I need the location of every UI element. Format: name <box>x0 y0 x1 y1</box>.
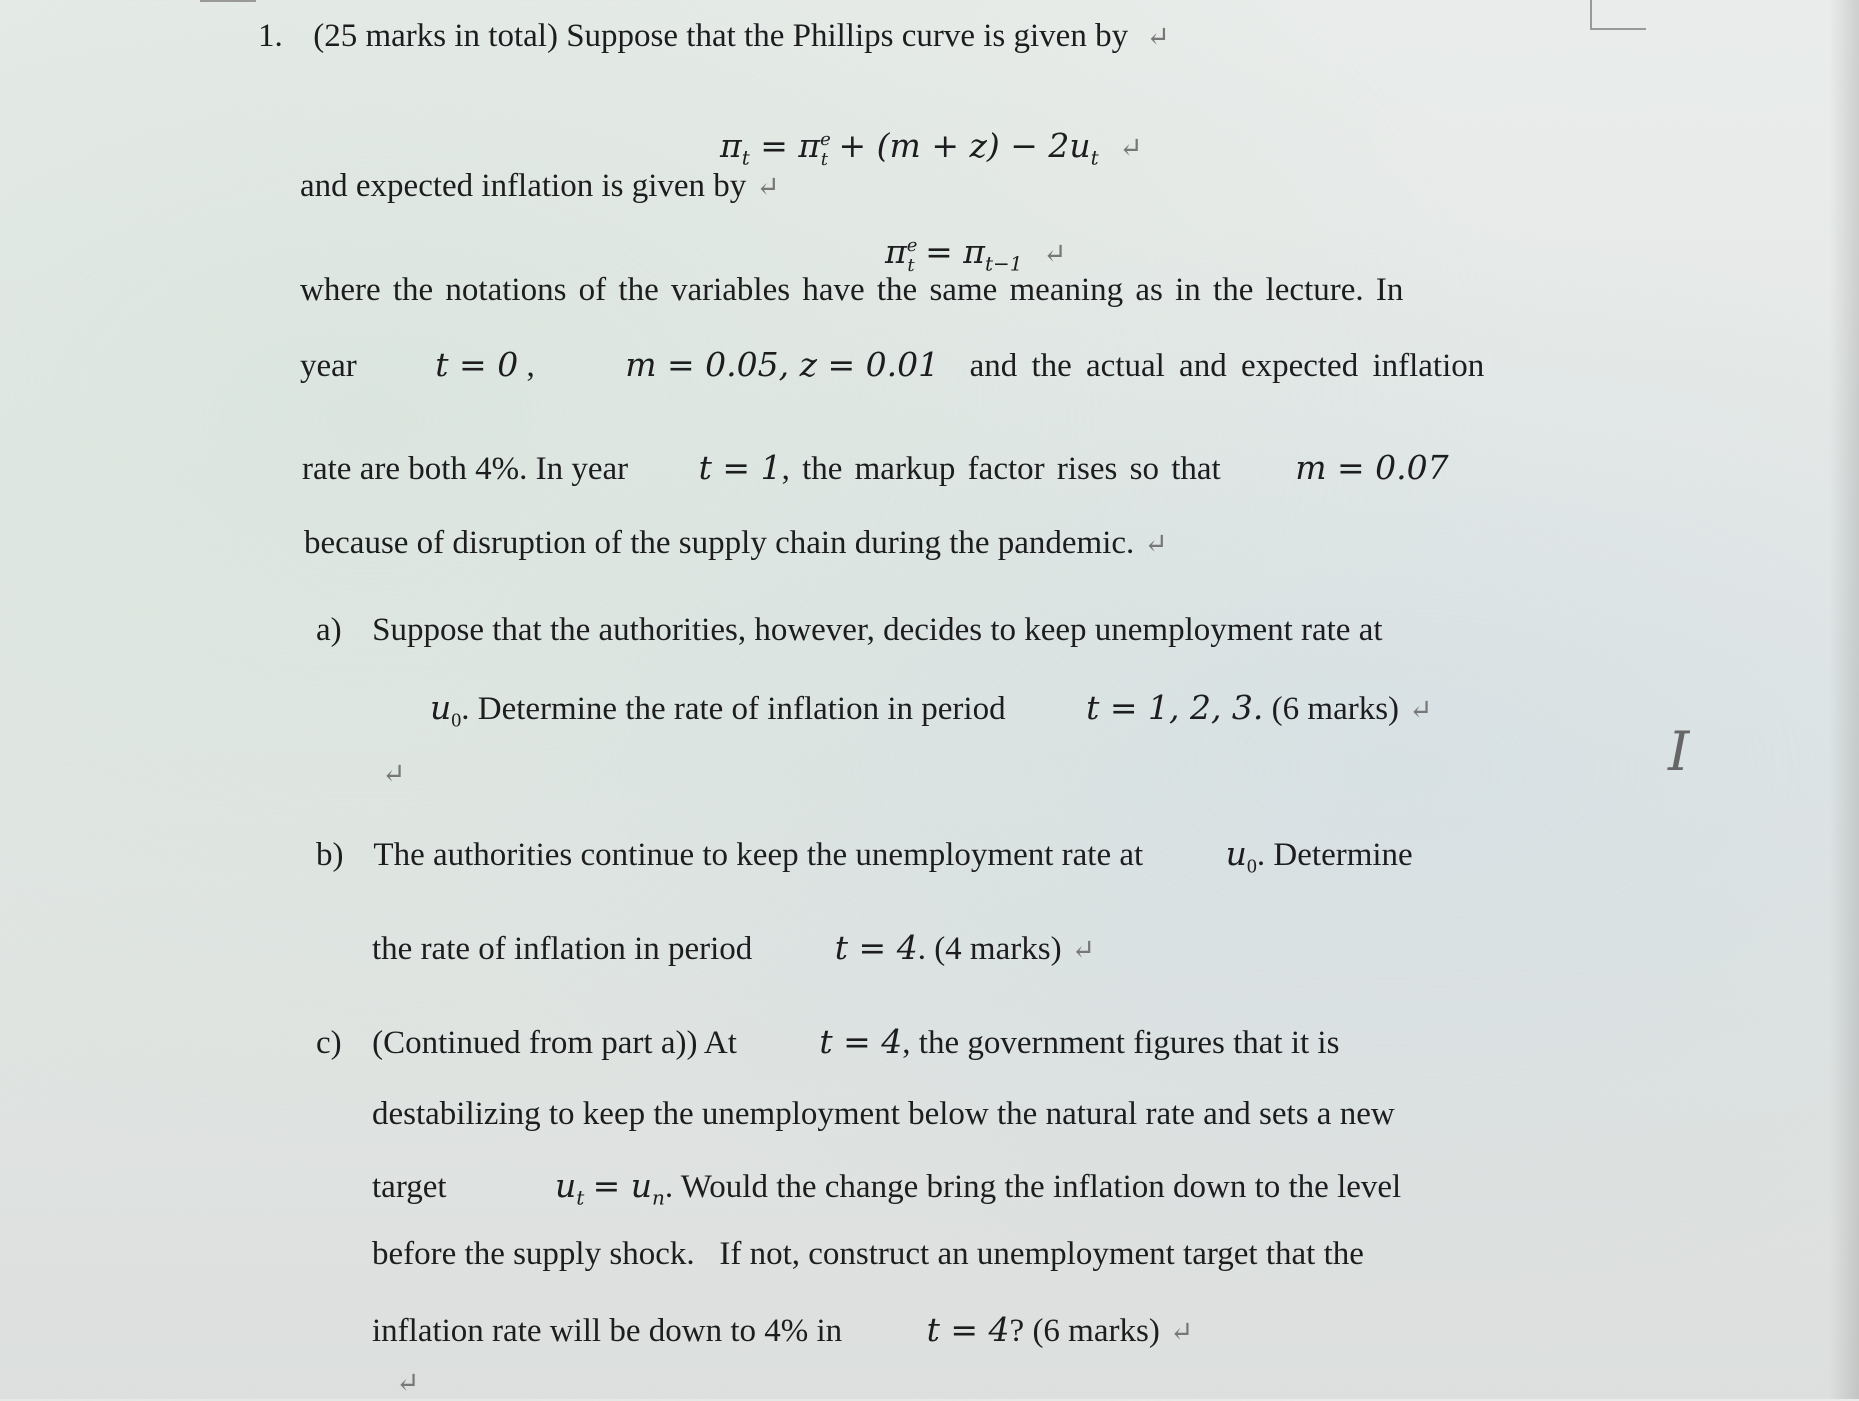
part-a-line2: $u_0$. Determine the rate of inflation in period t = 1, 2, 3. (6 marks) ↵ <box>430 688 1433 732</box>
return-mark-icon: ↵ <box>1409 695 1433 726</box>
return-mark-icon: ↵ <box>1169 1317 1194 1348</box>
expected-inflation-equation: $\pi^e_t = \pi_{t-1}$ ↵ <box>885 232 1067 276</box>
part-c-label: c) <box>316 1025 342 1061</box>
part-b-line2: the rate of inflation in period t = 4. (4 marks) ↵ <box>372 928 1096 967</box>
return-mark-icon: ↵ <box>1146 22 1170 53</box>
part-a-label: a) <box>316 612 342 648</box>
because-text: because of disruption of the supply chain during the pandemic. ↵ <box>304 525 1168 561</box>
text-cursor-icon: I <box>1668 720 1690 783</box>
where-text: where the notations of the variables have the same meaning as in the lecture. In <box>300 272 1404 308</box>
question-intro-text: (25 marks in total) Suppose that the Phillips curve is given by <box>313 18 1129 54</box>
part-c-line1: c) (Continued from part a)) At t = 4, the government figures that it is <box>316 1022 1340 1061</box>
part-c-empty-line <box>386 1364 419 1401</box>
expected-inflation-text: and expected inflation is given by ↵ <box>300 168 780 204</box>
part-b-line1: b) The authorities continue to keep the unemployment rate at $u_0$. Determine <box>316 834 1413 878</box>
part-a-line1: a) Suppose that the authorities, however, decides to keep unemployment rate at <box>316 612 1383 648</box>
return-mark-icon: ↵ <box>396 1368 420 1399</box>
question-intro <box>258 18 1170 55</box>
return-mark-icon: ↵ <box>1042 237 1067 270</box>
return-mark-icon: ↵ <box>1119 131 1143 164</box>
part-c-line2: destabilizing to keep the unemployment below the natural rate and sets a new <box>372 1096 1395 1132</box>
table-border-top <box>200 0 256 2</box>
page-edge-shadow <box>1829 0 1859 1399</box>
part-a-empty-line <box>372 755 405 792</box>
return-mark-icon: ↵ <box>1144 529 1168 560</box>
rate-t1-line: rate are both 4%. In year t = 1, the markup factor rises so that m = 0.07 <box>302 448 1449 487</box>
part-c-line4: before the supply shock. If not, construct an unemployment target that the <box>372 1236 1364 1272</box>
phillips-curve-equation: $\pi_t = \pi^e_t + (m + z) - 2u_t$ ↵ <box>720 126 1143 170</box>
return-mark-icon: ↵ <box>382 759 406 790</box>
table-border-corner <box>1590 0 1646 30</box>
return-mark-icon: ↵ <box>756 172 780 203</box>
year-t0-line: year t = 0 , m = 0.05, z = 0.01 and the actual and expected inflation <box>300 345 1485 384</box>
part-c-line5: inflation rate will be down to 4% in t = 4? (6 marks) ↵ <box>372 1310 1194 1349</box>
return-mark-icon: ↵ <box>1071 935 1096 966</box>
question-number: 1. <box>258 18 283 54</box>
part-c-line3: target $u_t = u_n$. Would the change bring the inflation down to the level <box>372 1166 1402 1210</box>
part-b-label: b) <box>316 837 344 873</box>
